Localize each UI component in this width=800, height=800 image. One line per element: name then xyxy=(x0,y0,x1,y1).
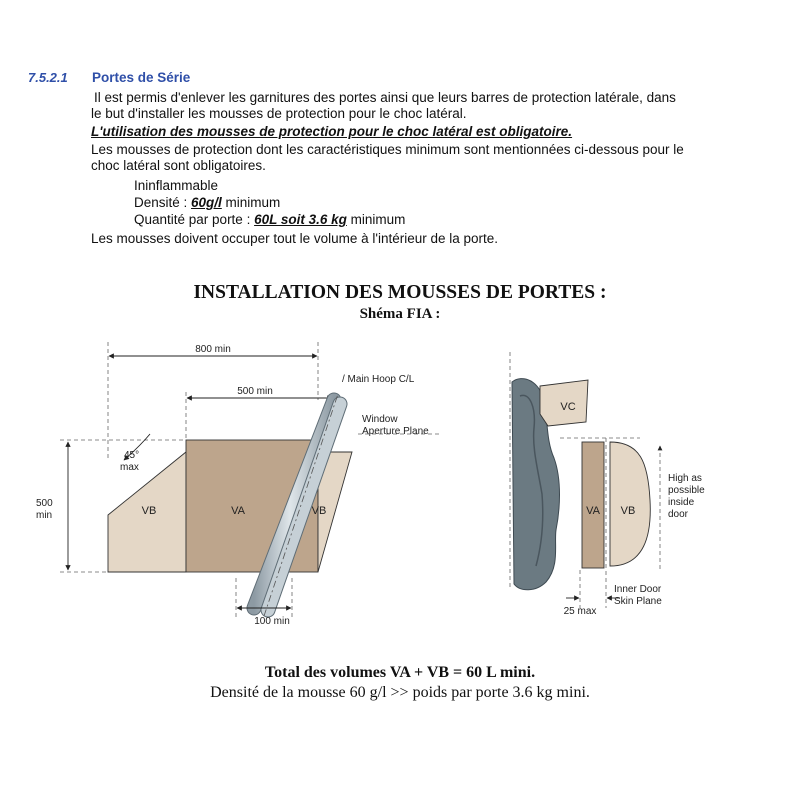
figure-heading: INSTALLATION DES MOUSSES DE PORTES : xyxy=(193,282,607,303)
high-label-1: High as xyxy=(668,473,702,484)
paragraph-1-line-1: Il est permis d'enlever les garnitures des portes ainsi que leurs barres de protection latérale, dans xyxy=(94,90,676,105)
requirement-flammability: Ininflammable xyxy=(134,178,219,193)
dimension-25: 25 max xyxy=(563,606,597,617)
label-vc: VC xyxy=(560,401,576,413)
dimension-500: 500 min xyxy=(237,386,273,397)
requirement-density xyxy=(134,195,280,211)
quantity-label: Quantité par porte : xyxy=(134,212,255,227)
section-title: Portes de Série xyxy=(92,70,191,85)
high-label-2: possible xyxy=(668,485,705,496)
density-value: 60g/l xyxy=(191,195,222,210)
label-vb-left: VB xyxy=(141,505,157,517)
vb-side-block xyxy=(610,442,650,566)
label-va: VA xyxy=(231,505,245,517)
skin-plane-label: Skin Plane xyxy=(614,596,662,607)
foam-installation-diagram xyxy=(0,330,800,650)
front-view-diagram xyxy=(36,342,440,627)
density-note: Densité de la mousse 60 g/l >> poids par porte 3.6 kg mini. xyxy=(210,684,590,701)
inner-door-label: Inner Door xyxy=(614,584,662,595)
angle-45: 45° xyxy=(124,450,140,461)
angle-max: max xyxy=(120,462,139,473)
side-view-diagram xyxy=(510,352,705,617)
section-number: 7.5.2.1 xyxy=(28,70,68,85)
label-vb-right: VB xyxy=(311,505,327,517)
density-suffix: minimum xyxy=(221,195,281,210)
quantity-suffix: minimum xyxy=(346,212,406,227)
paragraph-1-line-2: le but d'installer les mousses de protection pour le choc latéral. xyxy=(91,106,467,121)
paragraph-3: Les mousses doivent occuper tout le volume à l'intérieur de la porte. xyxy=(91,231,499,246)
figure-subheading: Shéma FIA : xyxy=(359,306,441,322)
window-label: Window xyxy=(362,414,398,425)
requirement-quantity xyxy=(134,212,405,228)
dimension-800: 800 min xyxy=(195,344,231,355)
main-hoop-label: / Main Hoop C/L xyxy=(342,374,415,385)
high-label-3: inside xyxy=(668,497,695,508)
paragraph-2-line-2: choc latéral sont obligatoires. xyxy=(91,158,266,173)
mandatory-statement: L'utilisation des mousses de protection pour le choc latéral est obligatoire. xyxy=(91,124,573,139)
dimension-100: 100 min xyxy=(254,616,290,627)
high-label-4: door xyxy=(668,509,689,520)
label-vb-side: VB xyxy=(620,505,636,517)
density-label: Densité : xyxy=(134,195,192,210)
dimension-500-vertical-unit: min xyxy=(36,510,53,521)
paragraph-2-line-1: Les mousses de protection dont les caractéristiques minimum sont mentionnées ci-dessous pour le xyxy=(91,142,684,157)
quantity-value: 60L soit 3.6 kg xyxy=(254,212,347,227)
label-va-side: VA xyxy=(586,505,600,517)
total-volumes: Total des volumes VA + VB = 60 L mini. xyxy=(264,664,536,681)
window-aperture-label: Aperture Plane xyxy=(362,426,429,437)
dimension-500-vertical: 500 xyxy=(36,498,53,509)
